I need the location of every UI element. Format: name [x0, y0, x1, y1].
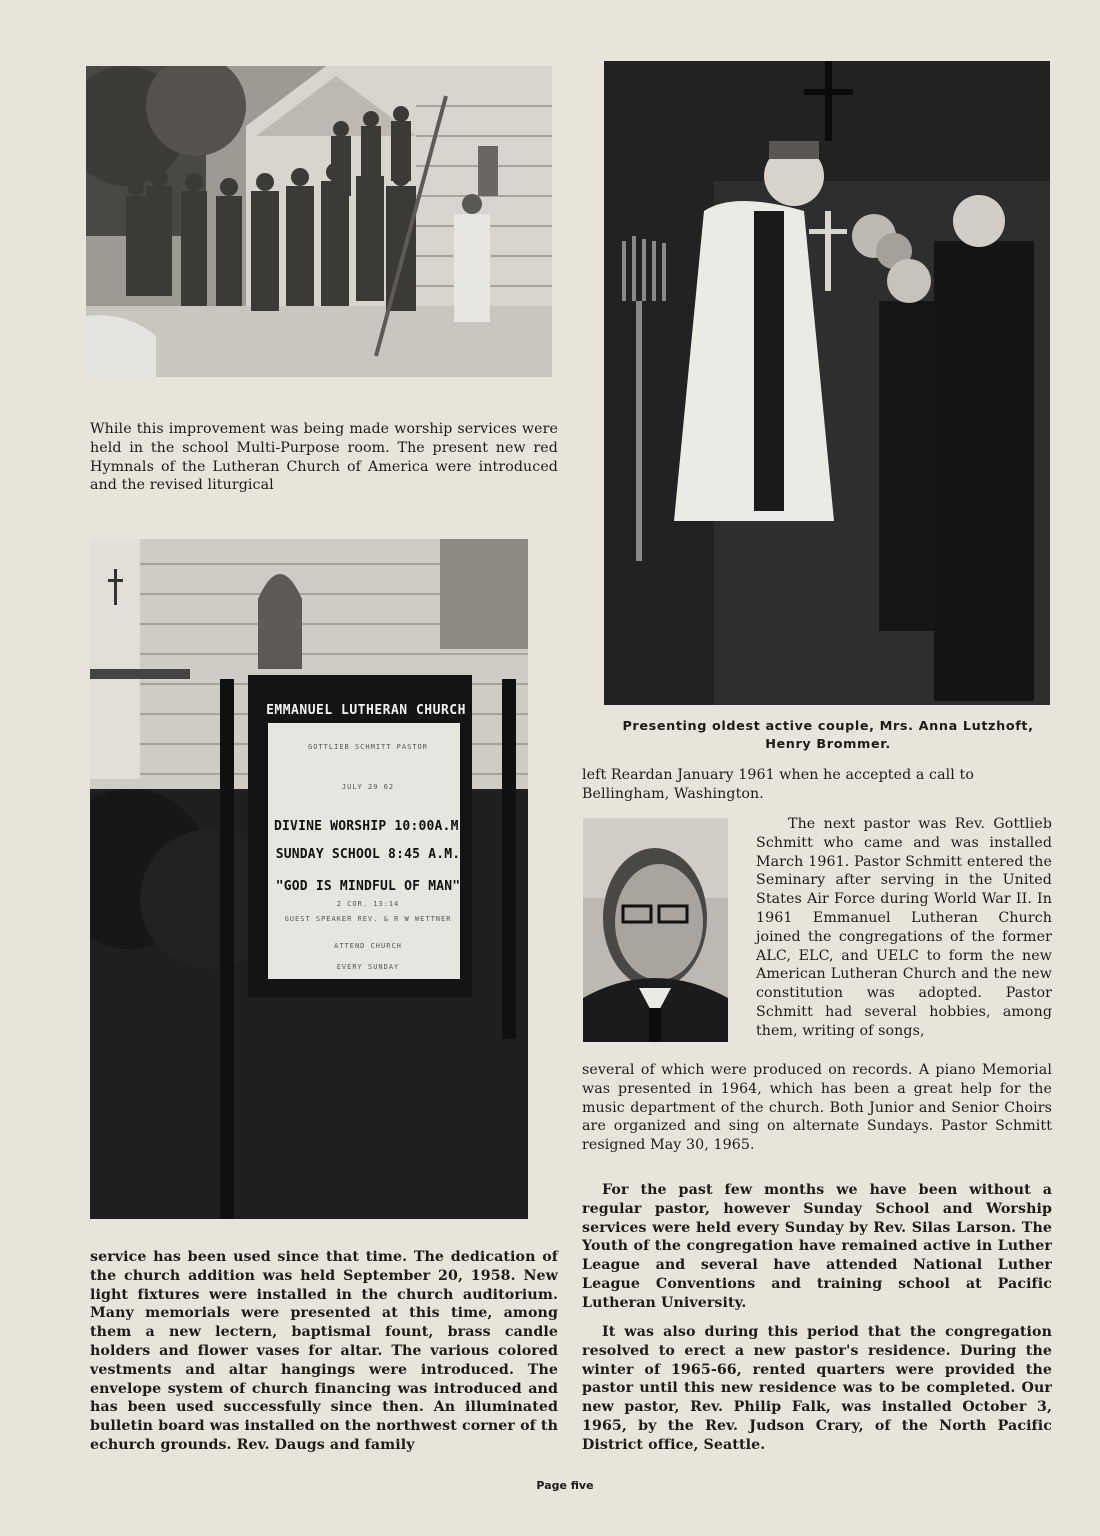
schmitt-paragraph — [756, 815, 1052, 1041]
photo-caption — [600, 718, 1056, 754]
intro-text: While this improvement was being made worship services were held in the school Multi-Purpose room. The present new red Hymnals of the Lutheran Church of America were introduced and the revised liturgical — [90, 421, 558, 494]
presentation-illustration — [604, 61, 1050, 705]
sign-pastor-line: GOTTLIEB SCHMITT PASTOR — [308, 743, 428, 751]
sign-school-line: SUNDAY SCHOOL 8:45 A.M. — [275, 847, 461, 862]
pastor-portrait-photo — [583, 818, 728, 1042]
sign-attend-line: ATTEND CHURCH — [334, 942, 402, 950]
church-entrance-illustration — [86, 66, 552, 377]
sign-speaker-line: GUEST SPEAKER REV. & R W WETTNER — [284, 915, 452, 923]
portrait-illustration — [583, 818, 728, 1042]
schmitt-text: The next pastor was Rev. Gottlieb Schmitt who came and was installed March 1961. Pastor Schmitt entered the Seminary after serving in the United States Air Force during World War II. In 1961 Emmanuel Lutheran Church joined the congregations of the former ALC, ELC, and UELC to form the new American Lutheran Church and the new constitution was adopted. Pastor Schmitt had several hobbies, among them, writing of songs, — [756, 816, 1052, 1039]
intro-paragraph — [90, 420, 558, 495]
page-number: Page five — [536, 1479, 594, 1492]
sign-every-line: EVERY SUNDAY — [336, 963, 400, 971]
caption-line-2: Henry Brommer. — [765, 737, 891, 752]
residence-paragraph — [582, 1323, 1052, 1455]
pastor-presenting-couple-photo — [604, 61, 1050, 705]
residence-text: It was also during this period that the congregation resolved to erect a new pastor's residence. During the winter of 1965-66, rented quarters were provided the pastor until this new residence was to be completed. Our new pastor, Rev. Philip Falk, was installed October 3, 1965, by the Rev. Judson Crary, of the North Pacific District office, Seattle. — [582, 1324, 1052, 1453]
sign-worship-line: DIVINE WORSHIP 10:00A.M. — [274, 819, 467, 834]
sign-title: EMMANUEL LUTHERAN CHURCH — [266, 703, 466, 718]
sign-sermon-line: "GOD IS MINDFUL OF MAN" — [275, 879, 461, 894]
past-months-text: For the past few months we have been without a regular pastor, however Sunday School and Worship services were held every Sunday by Rev. Silas Larson. The Youth of the congregation have remained active in Luther League and several have attended National Luther League Conventions and training school at Pacific Lutheran University. — [582, 1182, 1052, 1311]
service-text: service has been used since that time. The dedication of the church addition was held September 20, 1958. New light fixtures were installed in the church auditorium. Many memorials were presented at this time, among them a new lectern, baptismal fount, brass candle holders and flower vases for altar. The various colored vestments and altar hangings were introduced. The envelope system of church financing was introduced and has been used successfully since then. An illuminated bulletin board was installed on the northwest corner of th echurch grounds. Rev. Daugs and family — [90, 1249, 558, 1453]
service-paragraph — [90, 1248, 558, 1455]
church-entrance-crowd-photo — [86, 66, 552, 377]
caption-line-1: Presenting oldest active couple, Mrs. Anna Lutzhoft, — [622, 719, 1034, 734]
reardan-paragraph — [582, 766, 1052, 804]
past-months-paragraph — [582, 1181, 1052, 1313]
schmitt-continued-paragraph — [582, 1061, 1052, 1155]
sign-scripture-line: 2 COR. 13:14 — [336, 900, 400, 908]
schmitt-continued-text: several of which were produced on records. A piano Memorial was presented in 1964, which has been a great help for the music department of the church. Both Junior and Senior Choirs are organized and sing on alternate Sundays. Pastor Schmitt resigned May 30, 1965. — [582, 1062, 1052, 1154]
sign-date-line: JULY 29 62 — [341, 783, 395, 791]
reardan-text: left Reardan January 1961 when he accepted a call to Bellingham, Washington. — [582, 767, 974, 802]
